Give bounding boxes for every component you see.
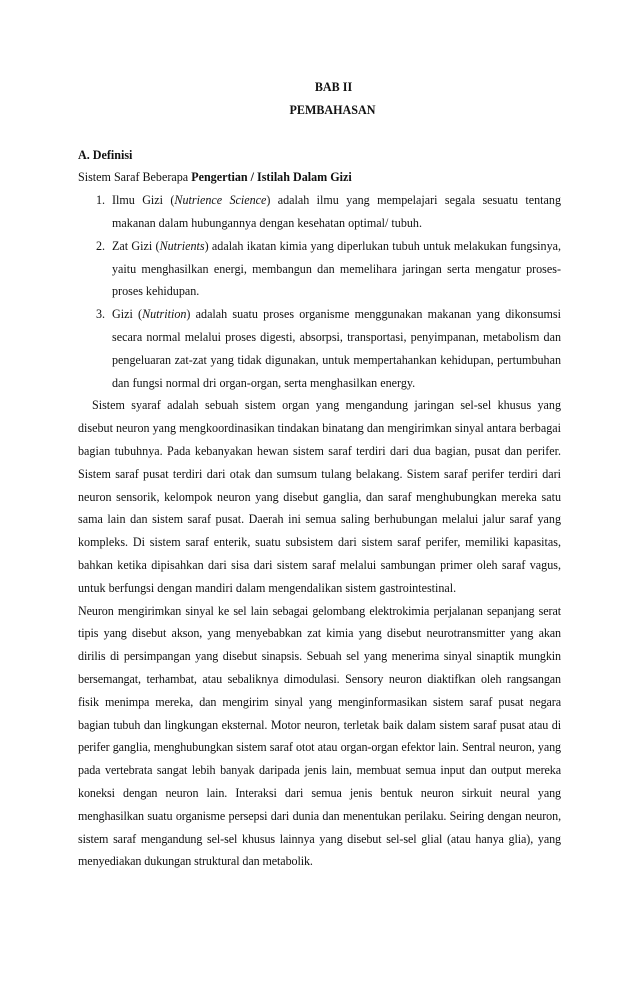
list-item	[78, 303, 561, 394]
list-text-pre: Ilmu Gizi (	[112, 193, 175, 208]
definition-list	[78, 189, 561, 394]
list-term: Nutrients	[159, 238, 205, 253]
section-heading: A. Definisi	[78, 147, 133, 162]
list-number: 3.	[96, 307, 106, 322]
list-text-pre: Zat Gizi (	[112, 238, 160, 253]
list-text-pre: Gizi (	[112, 307, 143, 322]
body-paragraph: Sistem syaraf adalah sebuah sistem organ yang mengandung jaringan sel-sel khusus yang disebut neuron yang mengkoordinasikan tindakan binatang dan mengirimkan sinyal antara berbagai bagian tubuhnya. Pada kebanyakan hewan sistem saraf terdiri dari dua bagian, pusat dan perifer. Sistem saraf pusat terdiri dari otak dan sumsum tulang belakang. Sistem saraf perifer terdiri dari neuron sensorik, kelompok neuron yang disebut ganglia, dan saraf menghubungkan mereka satu sama lain dan sistem saraf pusat. Daerah ini semua saling berhubungan melalui jalur saraf yang kompleks. Di sistem saraf enterik, suatu subsistem dari sistem saraf perifer, memiliki kapasitas, bahkan ketika dipisahkan dari sisa dari sistem saraf melalui sambungan primer oleh saraf vagus, untuk berfungsi dengan mandiri dalam mengendalikan sistem gastrointestinal.	[78, 398, 561, 595]
list-item	[78, 235, 561, 303]
list-text-post: ) adalah ikatan kimia yang diperlukan tubuh untuk melakukan fungsinya, yaitu menghasilkan energi, membangun dan memelihara jaringan serta mengatur proses-proses kehidupan.	[112, 238, 562, 299]
spacer	[78, 122, 561, 144]
list-number: 2.	[96, 238, 106, 253]
section-intro-plain: Sistem Saraf Beberapa	[78, 170, 192, 185]
list-number: 1.	[96, 193, 106, 208]
section-intro-bold: Pengertian / Istilah Dalam Gizi	[191, 170, 352, 185]
list-item	[78, 189, 561, 235]
chapter-title: PEMBAHASAN	[289, 102, 376, 117]
list-term: Nutrition	[142, 307, 187, 322]
list-text-post: ) adalah suatu proses organisme menggunakan makanan yang dikonsumsi secara normal melalui proses digesti, absorpsi, transportasi, penyimpanan, metabolism dan pengeluaran zat-zat yang tidak digunakan, untuk mempertahankan kehidupan, pertumbuhan dan fungsi normal dri organ-organ, serta menghasilkan energy.	[112, 307, 561, 390]
list-term: Nutrience Science	[174, 193, 267, 208]
section-intro	[78, 166, 561, 189]
list-text-post: ) adalah ilmu yang mempelajari segala sesuatu tentang makanan dalam hubungannya dengan kesehatan optimal/ tubuh.	[112, 193, 561, 230]
body-paragraph: Neuron mengirimkan sinyal ke sel lain sebagai gelombang elektrokimia perjalanan sepanjang serat tipis yang disebut akson, yang menyebabkan zat kimia yang disebut neurotransmitter yang akan dirilis di persimpangan yang disebut sinapsis. Sebuah sel yang menerima sinyal sinaptik mungkin bersemangat, terhambat, atau sebaliknya dimodulasi. Sensory neuron diaktifkan oleh rangsangan fisik menimpa mereka, dan mengirim sinyal yang menginformasikan sistem saraf pusat negara bagian tubuh dan lingkungan eksternal. Motor neuron, terletak baik dalam sistem saraf pusat atau di perifer ganglia, menghubungkan sistem saraf otot atau organ-organ efektor lain. Sentral neuron, yang pada vertebrata sangat lebih banyak daripada jenis lain, membuat semua input dan output mereka koneksi dengan neuron lain. Interaksi dari semua jenis bentuk neuron sirkuit neural yang menghasilkan suatu organisme persepsi dari dunia dan menentukan perilaku. Seiring dengan neuron, sistem saraf mengandung sel-sel khusus lainnya yang disebut sel-sel glial (atau hanya glia), yang menyediakan dukungan struktural dan metabolik.	[78, 603, 561, 869]
chapter-label: BAB II	[314, 80, 353, 94]
